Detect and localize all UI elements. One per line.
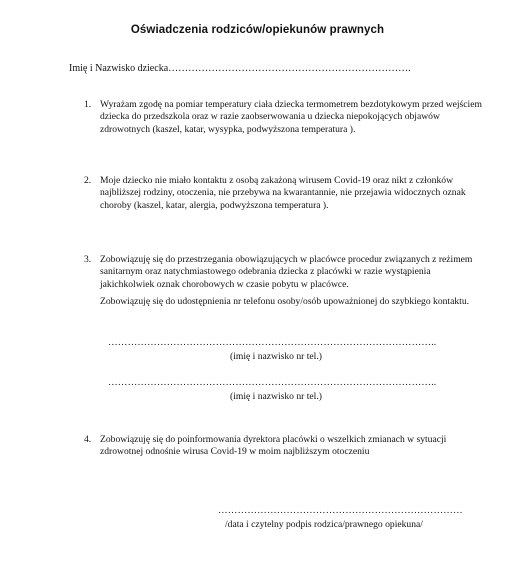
page-title: Oświadczenia rodziców/opiekunów prawnych — [130, 24, 385, 36]
declaration-item-2 — [84, 175, 484, 212]
contact-caption: (imię i nazwisko nr tel.) — [230, 351, 322, 362]
item-text: Zobowiązuję się do poinformowania dyrektora placówki o wszelkich zmianach w sytuacji zdrowotnej odnośnie wirusa Covid-19 w moim najbliższym otoczeniu — [100, 434, 447, 458]
declaration-item-1 — [84, 99, 484, 136]
contact-dotted-line: ……………………………………………………………………………………….. — [108, 377, 437, 388]
item-text: Zobowiązuję się do przestrzegania obowiązujących w placówce procedur związanych z reżimem sanitarnym oraz natychmiastowego odebrania dziecka z placówki w razie wystąpienia jakichkolwiek oznak chorobowych w czasie pobytu w placówce. — [100, 254, 473, 290]
declaration-item-3 — [84, 254, 484, 309]
child-name-field: Imię i Nazwisko dziecka………………………………………………………………. — [69, 63, 411, 74]
item-number: 4. — [84, 434, 92, 445]
declaration-item-4 — [84, 434, 484, 459]
item-number: 2. — [84, 175, 92, 186]
item-text: Moje dziecko nie miało kontaktu z osobą zakażoną wirusem Covid-19 oraz nikt z członków najbliższej rodziny, otoczenia, nie przebywa na kwarantannie, nie przejawia widocznych oznak choroby (kaszel, katar, alergia, podwyższona temperatura ). — [100, 175, 466, 211]
item-number: 1. — [84, 99, 92, 110]
contact-dotted-line: ……………………………………………………………………………………….. — [108, 337, 437, 348]
item-text: Wyrażam zgodę na pomiar temperatury ciała dziecka termometrem bezdotykowym przed wejściem dziecka do przedszkola oraz w razie zaobserwowania u dziecka niepokojących objawów zdrowotnych (kaszel, katar, wysypka, podwyższona temperatura ). — [100, 99, 482, 135]
item-text: Zobowiązuję się do udostępnienia nr telefonu osoby/osób upoważnionej do szybkiego kontaktu. — [100, 296, 470, 308]
item-number: 3. — [84, 254, 92, 265]
signature-dotted-line: ………………………………………………………………… — [218, 505, 463, 516]
signature-caption: /data i czytelny podpis rodzica/prawnego opiekuna/ — [225, 519, 423, 530]
contact-caption: (imię i nazwisko nr tel.) — [230, 391, 322, 402]
